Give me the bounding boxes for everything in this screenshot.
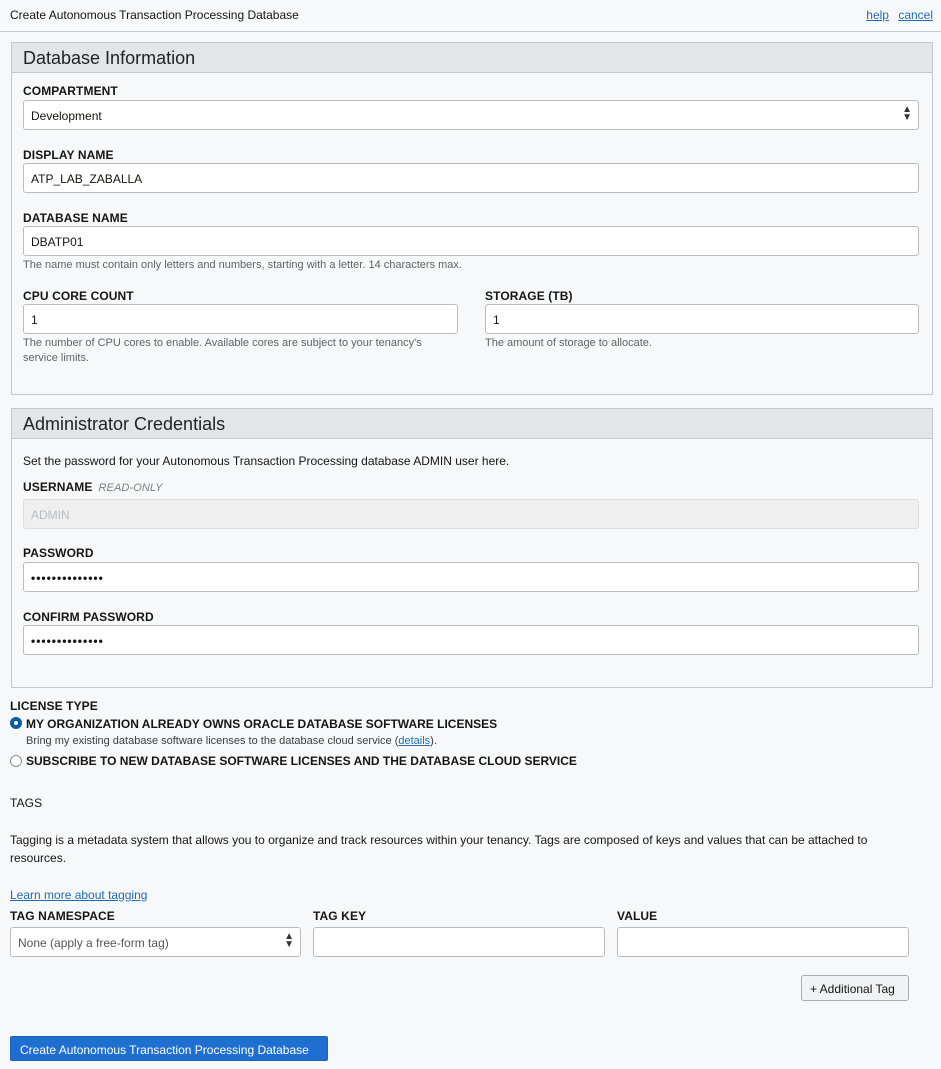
compartment-label: COMPARTMENT: [23, 84, 118, 98]
cpu-core-count-hint-1: The number of CPU cores to enable. Available cores are subject to your tenancy's: [23, 337, 422, 349]
header-links: [860, 8, 933, 22]
compartment-value: Development: [31, 109, 102, 123]
confirm-password-label: CONFIRM PASSWORD: [23, 610, 154, 624]
database-name-label: DATABASE NAME: [23, 211, 128, 225]
storage-label: STORAGE (TB): [485, 289, 573, 303]
license-byol-description: Bring my existing database software licenses to the database cloud service (details).: [26, 735, 437, 747]
compartment-select[interactable]: [23, 100, 919, 130]
read-only-tag: READ-ONLY: [98, 482, 163, 494]
license-type-label: LICENSE TYPE: [10, 699, 98, 713]
license-subscribe-label[interactable]: SUBSCRIBE TO NEW DATABASE SOFTWARE LICENSES AND THE DATABASE CLOUD SERVICE: [26, 754, 577, 768]
password-label: PASSWORD: [23, 546, 94, 560]
admin-intro-text: Set the password for your Autonomous Transaction Processing database ADMIN user here.: [23, 454, 510, 468]
license-byol-radio[interactable]: [10, 717, 22, 729]
storage-hint: The amount of storage to allocate.: [485, 337, 652, 349]
page-title: Create Autonomous Transaction Processing Database: [10, 8, 299, 22]
cpu-core-count-input[interactable]: 1: [23, 304, 458, 334]
tag-key-label: TAG KEY: [313, 909, 367, 923]
additional-tag-button[interactable]: + Additional Tag: [801, 975, 909, 1001]
cancel-link[interactable]: cancel: [898, 8, 933, 22]
storage-input[interactable]: 1: [485, 304, 919, 334]
learn-more-tagging-link[interactable]: Learn more about tagging: [10, 888, 148, 902]
tag-namespace-select[interactable]: [10, 927, 301, 957]
administrator-credentials-heading: Administrator Credentials: [12, 409, 932, 439]
database-name-input[interactable]: DBATP01: [23, 226, 919, 256]
cpu-core-count-hint-2: service limits.: [23, 352, 90, 364]
tag-namespace-value: None (apply a free-form tag): [18, 936, 169, 950]
tag-key-input[interactable]: [313, 927, 605, 957]
license-subscribe-radio[interactable]: [10, 755, 22, 767]
license-byol-label[interactable]: MY ORGANIZATION ALREADY OWNS ORACLE DATABASE SOFTWARE LICENSES: [26, 717, 498, 731]
tag-value-input[interactable]: [617, 927, 909, 957]
license-details-link[interactable]: details: [398, 735, 431, 747]
display-name-label: DISPLAY NAME: [23, 148, 114, 162]
tag-value-label: VALUE: [617, 909, 658, 923]
username-label: USERNAME READ-ONLY: [23, 480, 163, 494]
username-input: ADMIN: [23, 499, 919, 529]
select-arrows-icon: ▲ ▼: [902, 104, 912, 123]
tags-label: TAGS: [10, 796, 43, 810]
password-input[interactable]: ••••••••••••••: [23, 562, 919, 592]
select-arrows-icon: ▲ ▼: [284, 931, 294, 950]
tag-namespace-label: TAG NAMESPACE: [10, 909, 115, 923]
display-name-input[interactable]: ATP_LAB_ZABALLA: [23, 163, 919, 193]
database-name-hint: The name must contain only letters and numbers, starting with a letter. 14 characters max.: [23, 259, 462, 271]
create-database-button[interactable]: Create Autonomous Transaction Processing Database: [10, 1036, 328, 1061]
top-bar: [0, 0, 941, 32]
tags-description-1: Tagging is a metadata system that allows you to organize and track resources within your tenancy. Tags are composed of keys and values that can be attached to: [10, 833, 868, 847]
help-link[interactable]: help: [866, 8, 889, 22]
cpu-core-count-label: CPU CORE COUNT: [23, 289, 134, 303]
database-information-heading: Database Information: [12, 43, 932, 73]
confirm-password-input[interactable]: ••••••••••••••: [23, 625, 919, 655]
tags-description-2: resources.: [10, 851, 67, 865]
